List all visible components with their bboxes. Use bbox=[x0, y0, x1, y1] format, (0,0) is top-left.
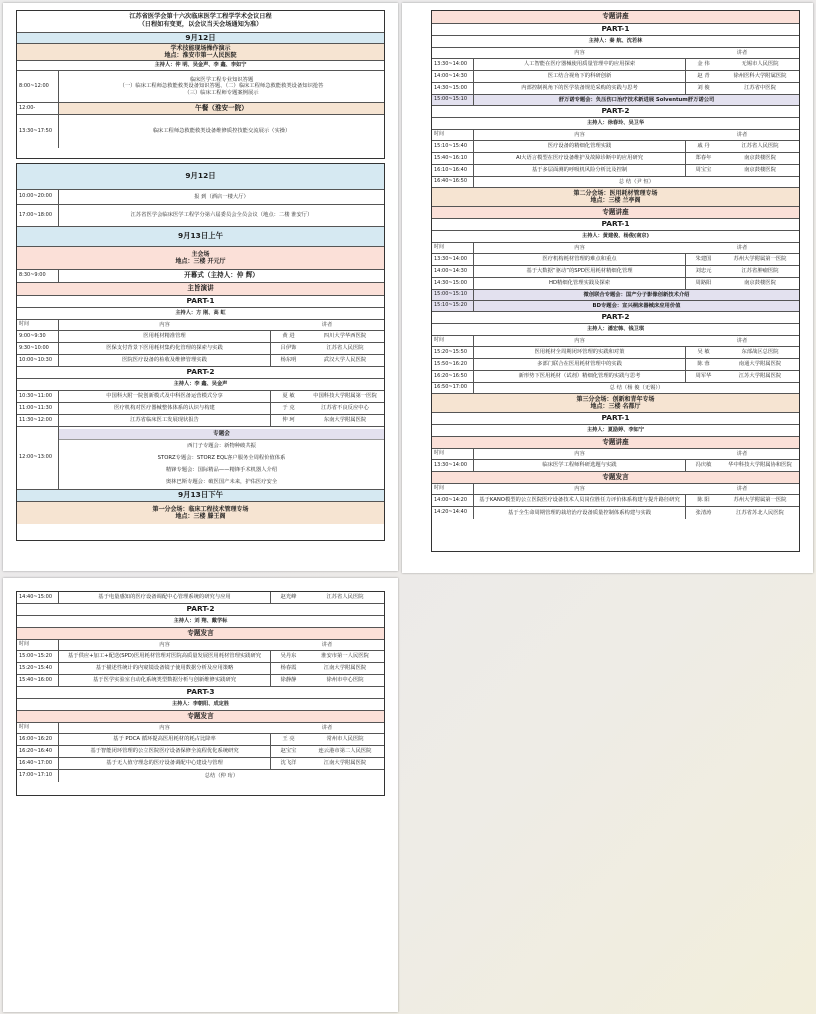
sponsor-session: 奥林巴斯专题会：破医国产未来，护佑医疗安全 bbox=[165, 478, 278, 485]
time-cell: 15:00~15:10 bbox=[432, 290, 474, 300]
lunch-item: 午餐（淮安一院） bbox=[59, 103, 384, 114]
table-p2-part4 bbox=[432, 347, 799, 383]
table-p2-part2 bbox=[432, 141, 799, 177]
schedule-row bbox=[432, 153, 799, 165]
agenda-item: 临床医学工程专业知识答题 （一）临床工程师急救能救类设备知识答题、（二）临床工程师急救能救类设备知识抢答 （三）临床工程师专题案例展示 bbox=[119, 77, 324, 96]
page1-title bbox=[17, 11, 384, 32]
time-cell: 12:00~13:00 bbox=[17, 427, 59, 489]
talk-title: 医疗设备的精细化管理实践 bbox=[547, 143, 612, 150]
time-cell: 15:20~15:40 bbox=[17, 663, 59, 674]
talk-title: 基于 PDCA 循环提高医用耗材的耗占比降率 bbox=[113, 736, 216, 743]
time-cell: 12:00- bbox=[17, 103, 59, 114]
time-cell: 15:40~16:10 bbox=[432, 153, 474, 164]
talk-title: AI大语言模型在医疗设备维护及故障诊断中的应用研究 bbox=[515, 155, 643, 162]
talk-title: 基于全生命周期管理的栽培治疗设备质量控制体系构建与实践 bbox=[507, 509, 652, 516]
col-content: 内容 bbox=[574, 244, 585, 251]
table-p2-part6 bbox=[432, 495, 799, 519]
time-cell: 14:20~14:40 bbox=[432, 507, 474, 519]
time-cell: 15:20~15:50 bbox=[432, 347, 474, 358]
talk-title: 人工智能在医疗器械使用质量管理中的应用探索 bbox=[523, 61, 636, 68]
host-line: 主持人：李 鑫、吴金声 bbox=[173, 380, 228, 387]
speaker-name: 陈 蓉 bbox=[685, 359, 721, 370]
time-cell: 14:40~15:00 bbox=[17, 592, 59, 603]
workshop-title: 学术技能现场操作演示 地点：淮安市第一人民医院 bbox=[164, 44, 237, 59]
time-cell: 15:00~15:10 bbox=[432, 95, 474, 105]
col-content: 内容 bbox=[574, 450, 585, 457]
talk-title: 中国科大附一院创新模式及中科医备运营模式分享 bbox=[106, 393, 223, 400]
talk-title: 基于医学实验室自动化系统类型数据分析与创新维修实践研究 bbox=[92, 677, 237, 684]
speaker-name: 杨春霞 bbox=[270, 663, 306, 674]
col-content: 内容 bbox=[159, 321, 170, 328]
speaker-name: 王 亮 bbox=[270, 734, 306, 745]
time-cell: 13:30~17:50 bbox=[17, 115, 59, 148]
speaker-name: 张清涛 bbox=[685, 507, 721, 519]
time-cell: 10:00~20:00 bbox=[17, 190, 59, 204]
schedule-row bbox=[17, 391, 384, 403]
workshop-hosts: 主持人：仲 明、吴金声、李 鑫、李如宁 bbox=[154, 61, 247, 68]
schedule-row bbox=[432, 71, 799, 83]
time-cell: 15:40~16:00 bbox=[17, 675, 59, 686]
speaker-affiliation: 江苏省不良反应中心 bbox=[321, 405, 369, 412]
time-cell: 13:30~14:00 bbox=[432, 59, 474, 70]
speaker-affiliation: 东南大学附属医院 bbox=[323, 417, 367, 424]
col-speaker: 讲者 bbox=[736, 485, 748, 492]
sponsor-session: 西门子专题会：新物种破共振 bbox=[187, 442, 256, 449]
talk-title: 基于大数据“驱动”的SPD医用耗材精细化管理 bbox=[526, 268, 633, 275]
col-time: 时间 bbox=[432, 243, 474, 253]
schedule-row bbox=[17, 675, 384, 687]
part-label: PART-1 bbox=[601, 24, 630, 34]
date-header: 9月13日上午 bbox=[178, 231, 223, 241]
agenda-item: 江苏省医学会临床医学工程学分第六届委员会全员会议（地点：二楼 淮安厅） bbox=[130, 212, 313, 219]
speaker-name: 黄 进 bbox=[270, 331, 306, 342]
agenda-item: 报 到（酒店一楼大厅） bbox=[194, 193, 249, 200]
col-content: 内容 bbox=[159, 641, 170, 648]
time-cell: 9:30~10:00 bbox=[17, 343, 59, 354]
part-label: PART-2 bbox=[601, 312, 630, 322]
time-cell: 16:00~16:20 bbox=[17, 734, 59, 745]
speaker-affiliation: 南京鼓楼医院 bbox=[744, 280, 776, 287]
schedule-row bbox=[17, 403, 384, 415]
speaker-affiliation: 江苏省人民医院 bbox=[326, 345, 364, 352]
time-cell: 17:00~18:00 bbox=[17, 205, 59, 226]
col-time: 时间 bbox=[17, 723, 59, 733]
talk-title: 内部控制视角下的医学装备规范采购的实践与思考 bbox=[521, 85, 638, 92]
part-label: PART-1 bbox=[601, 413, 630, 423]
speaker-affiliation: 南通大学附属医院 bbox=[738, 361, 782, 368]
schedule-row bbox=[432, 507, 799, 519]
col-content: 内容 bbox=[574, 337, 585, 344]
table-part1 bbox=[17, 331, 384, 367]
time-cell: 15:10~15:20 bbox=[432, 301, 474, 311]
table-part2 bbox=[17, 391, 384, 427]
schedule-note: （日程如有变更，以会议当天会场通知为准） bbox=[138, 21, 263, 29]
speaker-name: 赵光峰 bbox=[270, 592, 306, 603]
col-speaker: 讲者 bbox=[736, 244, 748, 251]
speaker-name: 仲 珂 bbox=[270, 415, 306, 426]
date-header: 9月12日 bbox=[185, 171, 216, 181]
schedule-row bbox=[432, 266, 799, 278]
sponsor-session: 微创联合专题会：国产分子影像创新技术介绍 bbox=[583, 291, 690, 298]
col-time: 时间 bbox=[17, 320, 59, 330]
opening-ceremony: 开幕式（主持人：仲 辉） bbox=[184, 271, 259, 280]
host-line: 主持人：方 刚、高 虹 bbox=[175, 309, 226, 316]
col-time: 时间 bbox=[432, 484, 474, 494]
schedule-row bbox=[17, 734, 384, 746]
talk-title: 医疗机构耗材管理的难点和重点 bbox=[542, 256, 617, 263]
schedule-row bbox=[432, 359, 799, 371]
speaker-affiliation: 苏州大学附属第一医院 bbox=[733, 256, 787, 263]
talk-title: 基于供应+加工+配送(SPD)医用耗材管理对医院高质量发展医用耗材管理实践研究 bbox=[67, 653, 262, 660]
time-cell: 16:20~16:50 bbox=[432, 371, 474, 382]
speaker-name: 吕伊饰 bbox=[270, 343, 306, 354]
col-speaker: 讲者 bbox=[321, 641, 333, 648]
time-cell: 14:00~14:30 bbox=[432, 266, 474, 277]
schedule-row bbox=[17, 651, 384, 663]
table-p3-part0 bbox=[17, 592, 384, 604]
col-speaker: 讲者 bbox=[736, 337, 748, 344]
speaker-name: 朱建国 bbox=[685, 254, 721, 265]
speaker-affiliation: 江苏省中医院 bbox=[744, 85, 776, 92]
talk-title: 基于描述性统计的内窥镜设备镜子使用数据分析及应用策略 bbox=[95, 665, 234, 672]
speaker-name: 周军华 bbox=[685, 371, 721, 382]
talk-title: 医工结合视角下的科研创新 bbox=[547, 73, 612, 80]
time-cell: 15:50~16:20 bbox=[432, 359, 474, 370]
time-cell: 11:00~11:30 bbox=[17, 403, 59, 414]
host-line: 主持人：夏励婷、李如宁 bbox=[586, 426, 645, 433]
host-line: 主持人：李朝阳、成定胜 bbox=[171, 700, 230, 707]
time-cell: 15:00~15:20 bbox=[17, 651, 59, 662]
talk-title: 医保支付背景下医用耗材集约化管理的探索与实践 bbox=[106, 345, 223, 352]
speaker-affiliation: 江苏省人民医院 bbox=[326, 594, 364, 601]
speaker-affiliation: 东部战区总医院 bbox=[741, 349, 779, 356]
schedule-row bbox=[432, 347, 799, 359]
col-time: 时间 bbox=[432, 449, 474, 459]
conference-title: 江苏省医学会第十六次临床医学工程学学术会议日程 bbox=[129, 13, 272, 20]
schedule-row bbox=[432, 254, 799, 266]
talk-title: 基于KANO模型的公立医院医疗设备技术人员岗位胜任力评价体系构建与提升路径研究 bbox=[479, 497, 680, 504]
speaker-name: 刘忠元 bbox=[685, 266, 721, 277]
sponsor-block bbox=[59, 427, 384, 489]
speaker-affiliation: 华中科技大学附属协和医院 bbox=[728, 462, 792, 469]
venue-3: 第三分会场：创新和青年专场 地点：三楼 名都厅 bbox=[576, 395, 655, 410]
lecture-header: 专题讲座 bbox=[602, 12, 629, 21]
schedule-row bbox=[432, 165, 799, 177]
time-cell: 17:00~17:10 bbox=[17, 770, 59, 782]
sponsor-session: BD专题会：宣兴桐床器械床应用价值 bbox=[592, 302, 681, 309]
speaker-affiliation: 江南大学附属医院 bbox=[323, 760, 367, 767]
venue-2: 第二分会场：医用耗材管理专场 地点：三楼 兰亭阁 bbox=[573, 189, 658, 204]
schedule-row bbox=[432, 495, 799, 507]
speaker-name: 徐静静 bbox=[270, 675, 306, 686]
date-header: 9月12日 bbox=[185, 33, 216, 42]
talk-title: 医疗机构对医疗器械整体体系的认识与构建 bbox=[114, 405, 215, 412]
col-content: 内容 bbox=[574, 49, 585, 56]
speaker-name: 沈飞洋 bbox=[270, 758, 306, 769]
speaker-affiliation: 无锡市人民医院 bbox=[741, 61, 779, 68]
table-p3-part2 bbox=[17, 734, 384, 770]
speaker-affiliation: 江苏大学附属医院 bbox=[738, 373, 782, 380]
time-cell: 16:50~17:00 bbox=[432, 383, 474, 393]
speaker-affiliation: 连云港市第二人民医院 bbox=[318, 748, 372, 755]
schedule-row bbox=[17, 343, 384, 355]
host-line: 主持人：黄建俊、杨俊(南京) bbox=[582, 232, 649, 239]
host-line: 主持人：秦 航、沈若林 bbox=[588, 37, 643, 44]
talk-title: 江苏省临床医工发展现状报告 bbox=[130, 417, 199, 424]
sponsor-session: STORZ专题会：STORZ EQL客户服务全周程价值体系 bbox=[157, 454, 286, 461]
part-label: PART-2 bbox=[601, 106, 630, 116]
time-cell: 14:30~15:00 bbox=[432, 278, 474, 289]
speaker-name: 冯庆敏 bbox=[685, 460, 721, 471]
speaker-name: 杨东明 bbox=[270, 355, 306, 366]
host-line: 主持人：潘宏韩、钱卫琪 bbox=[586, 325, 645, 332]
time-cell: 15:10~15:40 bbox=[432, 141, 474, 152]
page1-frame-a bbox=[16, 10, 385, 159]
time-cell: 16:10~16:40 bbox=[432, 165, 474, 176]
part-label: PART-1 bbox=[186, 296, 215, 306]
speaker-name: 郑春年 bbox=[685, 153, 721, 164]
main-venue: 主会场 地点：三楼 开元厅 bbox=[175, 250, 226, 265]
time-cell: 16:40~16:50 bbox=[432, 177, 474, 187]
col-content: 内容 bbox=[159, 724, 170, 731]
col-time: 时间 bbox=[432, 130, 474, 140]
lecture-header: 专题讲座 bbox=[602, 437, 629, 446]
speaker-name: 赵宝宝 bbox=[270, 746, 306, 757]
time-cell: 14:00~14:30 bbox=[432, 71, 474, 82]
schedule-row bbox=[432, 141, 799, 153]
speaker-affiliation: 徐州医科大学附属医院 bbox=[733, 73, 787, 80]
schedule-row bbox=[17, 415, 384, 427]
speaker-affiliation: 苏州大学附属第一医院 bbox=[733, 497, 787, 504]
time-cell: 16:40~17:00 bbox=[17, 758, 59, 769]
schedule-row bbox=[17, 746, 384, 758]
speaker-affiliation: 江苏省肿瘤医院 bbox=[741, 268, 779, 275]
summary: 总 结（尹 恒） bbox=[618, 178, 655, 185]
time-cell: 8:00~12:00 bbox=[17, 71, 59, 102]
date-header: 9月13日下午 bbox=[178, 490, 223, 500]
speaker-name: 赵 青 bbox=[685, 71, 721, 82]
time-cell: 9:00~9:30 bbox=[17, 331, 59, 342]
schedule-row bbox=[17, 758, 384, 770]
speaker-affiliation: 南京鼓楼医院 bbox=[744, 155, 776, 162]
speaker-name: 金 伟 bbox=[685, 59, 721, 70]
col-time: 时间 bbox=[17, 640, 59, 650]
speaker-affiliation: 四川大学华西医院 bbox=[323, 333, 367, 340]
speaker-affiliation: 武汉大学人民医院 bbox=[323, 357, 367, 364]
talk-title: 医院医疗设备的检收及维修管理实践 bbox=[122, 357, 207, 364]
sponsor-header: 专题会 bbox=[59, 429, 384, 440]
page3-frame bbox=[16, 591, 385, 796]
speaker-affiliation: 江苏省人民医院 bbox=[741, 143, 779, 150]
talk-title: 临床医学工程师科研选题与实践 bbox=[542, 462, 617, 469]
talk-header: 专题发言 bbox=[187, 628, 214, 637]
speaker-affiliation: 江苏省苏北人民医院 bbox=[736, 509, 784, 516]
table-p3-part1 bbox=[17, 651, 384, 687]
table-p2-part5 bbox=[432, 460, 799, 472]
sponsor-session: 精锋专题会：国际精品——精锋手术机器人介绍 bbox=[165, 466, 278, 473]
col-content: 内容 bbox=[574, 485, 585, 492]
part-label: PART-2 bbox=[186, 604, 215, 614]
schedule-row bbox=[17, 592, 384, 604]
schedule-row bbox=[432, 371, 799, 383]
talk-title: 基于智能闭环管理的公立医院医疗设备保修全流程优化系统研究 bbox=[90, 748, 239, 755]
col-speaker: 讲者 bbox=[321, 724, 333, 731]
time-cell: 16:20~16:40 bbox=[17, 746, 59, 757]
col-speaker: 讲者 bbox=[736, 450, 748, 457]
time-cell: 14:30~15:00 bbox=[432, 83, 474, 94]
schedule-row bbox=[432, 278, 799, 290]
schedule-row bbox=[432, 83, 799, 95]
time-cell: 11:30~12:00 bbox=[17, 415, 59, 426]
speaker-affiliation: 南京鼓楼医院 bbox=[744, 167, 776, 174]
speaker-name: 刘 俊 bbox=[685, 83, 721, 94]
host-line: 主持人：徐春玲、吴卫华 bbox=[586, 119, 645, 126]
part-label: PART-2 bbox=[186, 367, 215, 377]
page2-frame bbox=[431, 10, 800, 552]
page1-frame-b bbox=[16, 163, 385, 541]
table-p2-part3 bbox=[432, 254, 799, 290]
time-cell: 8:30~9:00 bbox=[17, 270, 59, 282]
host-line: 主持人：刘 翔、戴学标 bbox=[173, 617, 228, 624]
schedule-row bbox=[432, 59, 799, 71]
speaker-name: 吴 敏 bbox=[685, 347, 721, 358]
speaker-affiliation: 中国科技大学附属第一医院 bbox=[313, 393, 377, 400]
part-label: PART-3 bbox=[186, 687, 215, 697]
summary: 总结（仲 珩） bbox=[204, 772, 239, 779]
speaker-name: 夏 敏 bbox=[270, 391, 306, 402]
part-label: PART-1 bbox=[601, 219, 630, 229]
schedule-row bbox=[17, 663, 384, 675]
time-cell: 10:00~10:30 bbox=[17, 355, 59, 366]
talk-title: 新形势下医用耗材（试剂）精细化管理的实践与思考 bbox=[518, 373, 641, 380]
col-speaker: 讲者 bbox=[736, 49, 748, 56]
speaker-affiliation: 淮安市第一人民医院 bbox=[321, 653, 369, 660]
speaker-affiliation: 徐州市中心医院 bbox=[326, 677, 364, 684]
speaker-name: 戚 丹 bbox=[685, 141, 721, 152]
col-content: 内容 bbox=[574, 131, 585, 138]
speaker-name: 周宝宝 bbox=[685, 165, 721, 176]
schedule-row bbox=[17, 331, 384, 343]
time-cell: 13:30~14:00 bbox=[432, 460, 474, 471]
speaker-name: 陈 阳 bbox=[685, 495, 721, 506]
agenda-item: 临床工程师急救能救类设备维修质控技能交流展示（实操） bbox=[152, 128, 291, 135]
lecture-header: 专题讲座 bbox=[602, 207, 629, 216]
sponsor-session: 舒万诺专题会：负压伤口治疗技术新进展 Solventum舒万诺公司 bbox=[558, 96, 715, 103]
talk-title: 医用耗材全周期闭环管理的实践和对策 bbox=[534, 349, 625, 356]
time-cell: 10:30~11:00 bbox=[17, 391, 59, 402]
col-speaker: 讲者 bbox=[321, 321, 333, 328]
talk-title: HD精细化管理实践及探索 bbox=[548, 280, 611, 287]
schedule-row bbox=[17, 355, 384, 367]
talk-title: 基于无人值守理念的医疗设备调配中心建设与管理 bbox=[106, 760, 223, 767]
talk-header: 专题发言 bbox=[187, 711, 214, 720]
summary: 总 结（杨 俊（无锡）） bbox=[609, 384, 664, 391]
talk-title: 多部门联合在医用耗材管理中的实践 bbox=[537, 361, 622, 368]
speaker-name: 周路阳 bbox=[685, 278, 721, 289]
time-cell: 13:30~14:00 bbox=[432, 254, 474, 265]
talk-header: 专题发言 bbox=[602, 472, 629, 481]
speaker-affiliation: 常州市人民医院 bbox=[326, 736, 364, 743]
talk-title: 基于电量感知的医疗设备调配中心管理系统的研究与应用 bbox=[98, 594, 231, 601]
schedule-row bbox=[432, 460, 799, 472]
col-speaker: 讲者 bbox=[736, 131, 748, 138]
time-cell: 14:00~14:20 bbox=[432, 495, 474, 506]
table-p2-part1 bbox=[432, 59, 799, 95]
talk-title: 基于多层面测的呼吸机风险分析比及控制 bbox=[531, 167, 628, 174]
keynote-header: 主旨演讲 bbox=[187, 284, 214, 293]
speaker-name: 吴丹东 bbox=[270, 651, 306, 662]
speaker-name: 于 克 bbox=[270, 403, 306, 414]
speaker-affiliation: 江南大学附属医院 bbox=[323, 665, 367, 672]
venue-1: 第一分会场：临床工程技术管理专场 地点：三楼 滕王阁 bbox=[152, 505, 249, 520]
col-time: 时间 bbox=[432, 336, 474, 346]
talk-title: 医用耗材精准管理 bbox=[143, 333, 186, 340]
